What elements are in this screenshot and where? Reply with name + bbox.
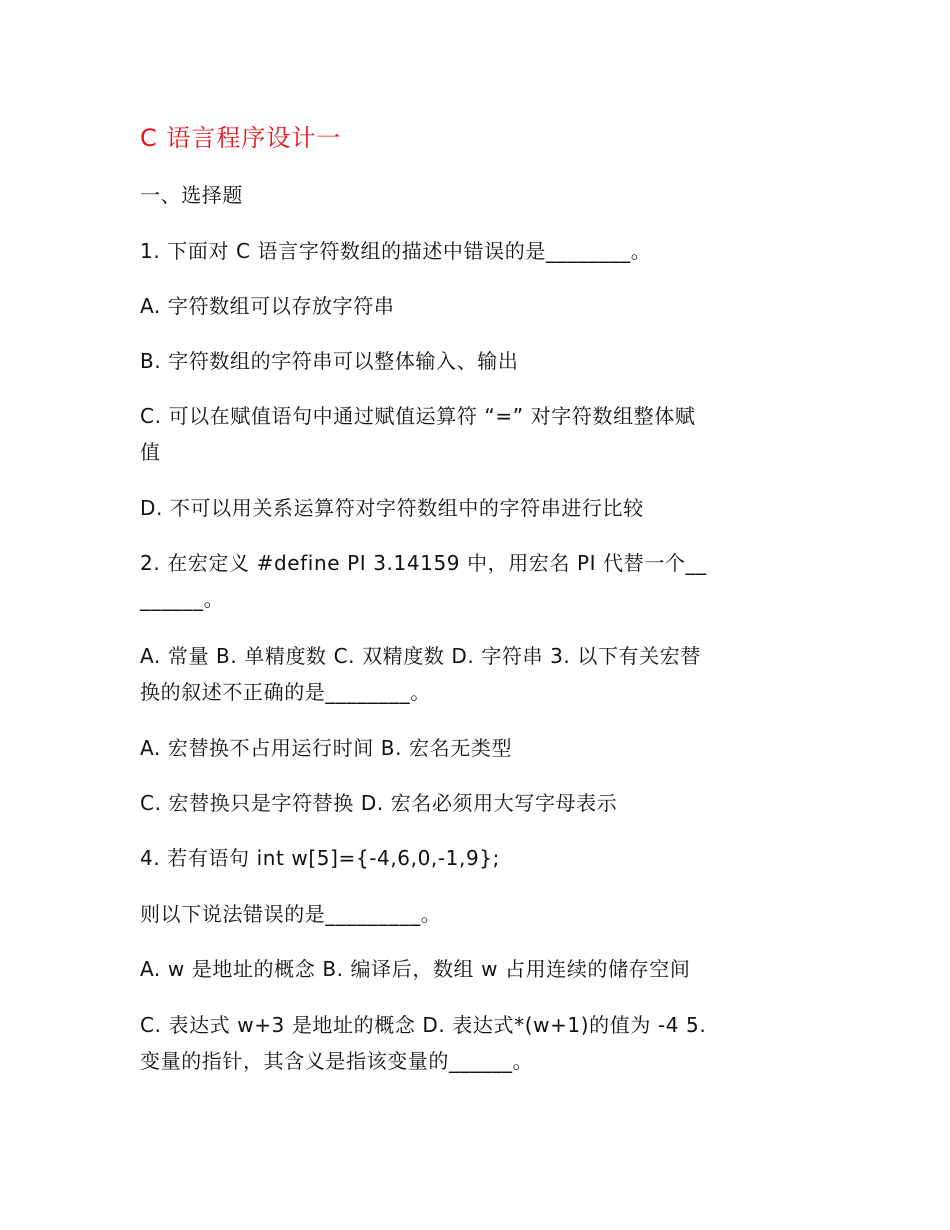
section-heading: 一、选择题 [140,183,243,207]
document-title: C 语言程序设计一 [140,124,342,152]
q1-option-c-cont: 值 [140,440,161,464]
q1-option-b: B. 字符数组的字符串可以整体输入、输出 [140,349,519,373]
q4-options-ab: A. w 是地址的概念 B. 编译后，数组 w 占用连续的储存空间 [140,957,691,981]
q2-options-q3: A. 常量 B. 单精度数 C. 双精度数 D. 字符串 3. 以下有关宏替 [140,644,701,668]
question-4-cont: 则以下说法错误的是_________。 [140,902,442,926]
question-4: 4. 若有语句 int w[5]={-4,6,0,-1,9}; [140,846,500,870]
question-3-cont: 换的叙述不正确的是________。 [140,680,431,704]
question-2: 2. 在宏定义 #define PI 3.14159 中，用宏名 PI 代替一个__ [140,551,707,575]
q1-option-d: D. 不可以用关系运算符对字符数组中的字符串进行比较 [140,496,644,520]
question-1: 1. 下面对 C 语言字符数组的描述中错误的是________。 [140,239,652,263]
question-5-cont: 变量的指针，其含义是指该变量的______。 [140,1049,534,1073]
q3-options-ab: A. 宏替换不占用运行时间 B. 宏名无类型 [140,736,513,760]
q3-options-cd: C. 宏替换只是字符替换 D. 宏名必须用大写字母表示 [140,791,618,815]
q1-option-a: A. 字符数组可以存放字符串 [140,294,395,318]
question-2-cont: ______。 [140,587,225,611]
q4-options-cd-q5: C. 表达式 w+3 是地址的概念 D. 表达式*(w+1)的值为 -4 5. [140,1013,707,1037]
q1-option-c: C. 可以在赋值语句中通过赋值运算符 “=” 对字符数组整体赋 [140,404,696,428]
